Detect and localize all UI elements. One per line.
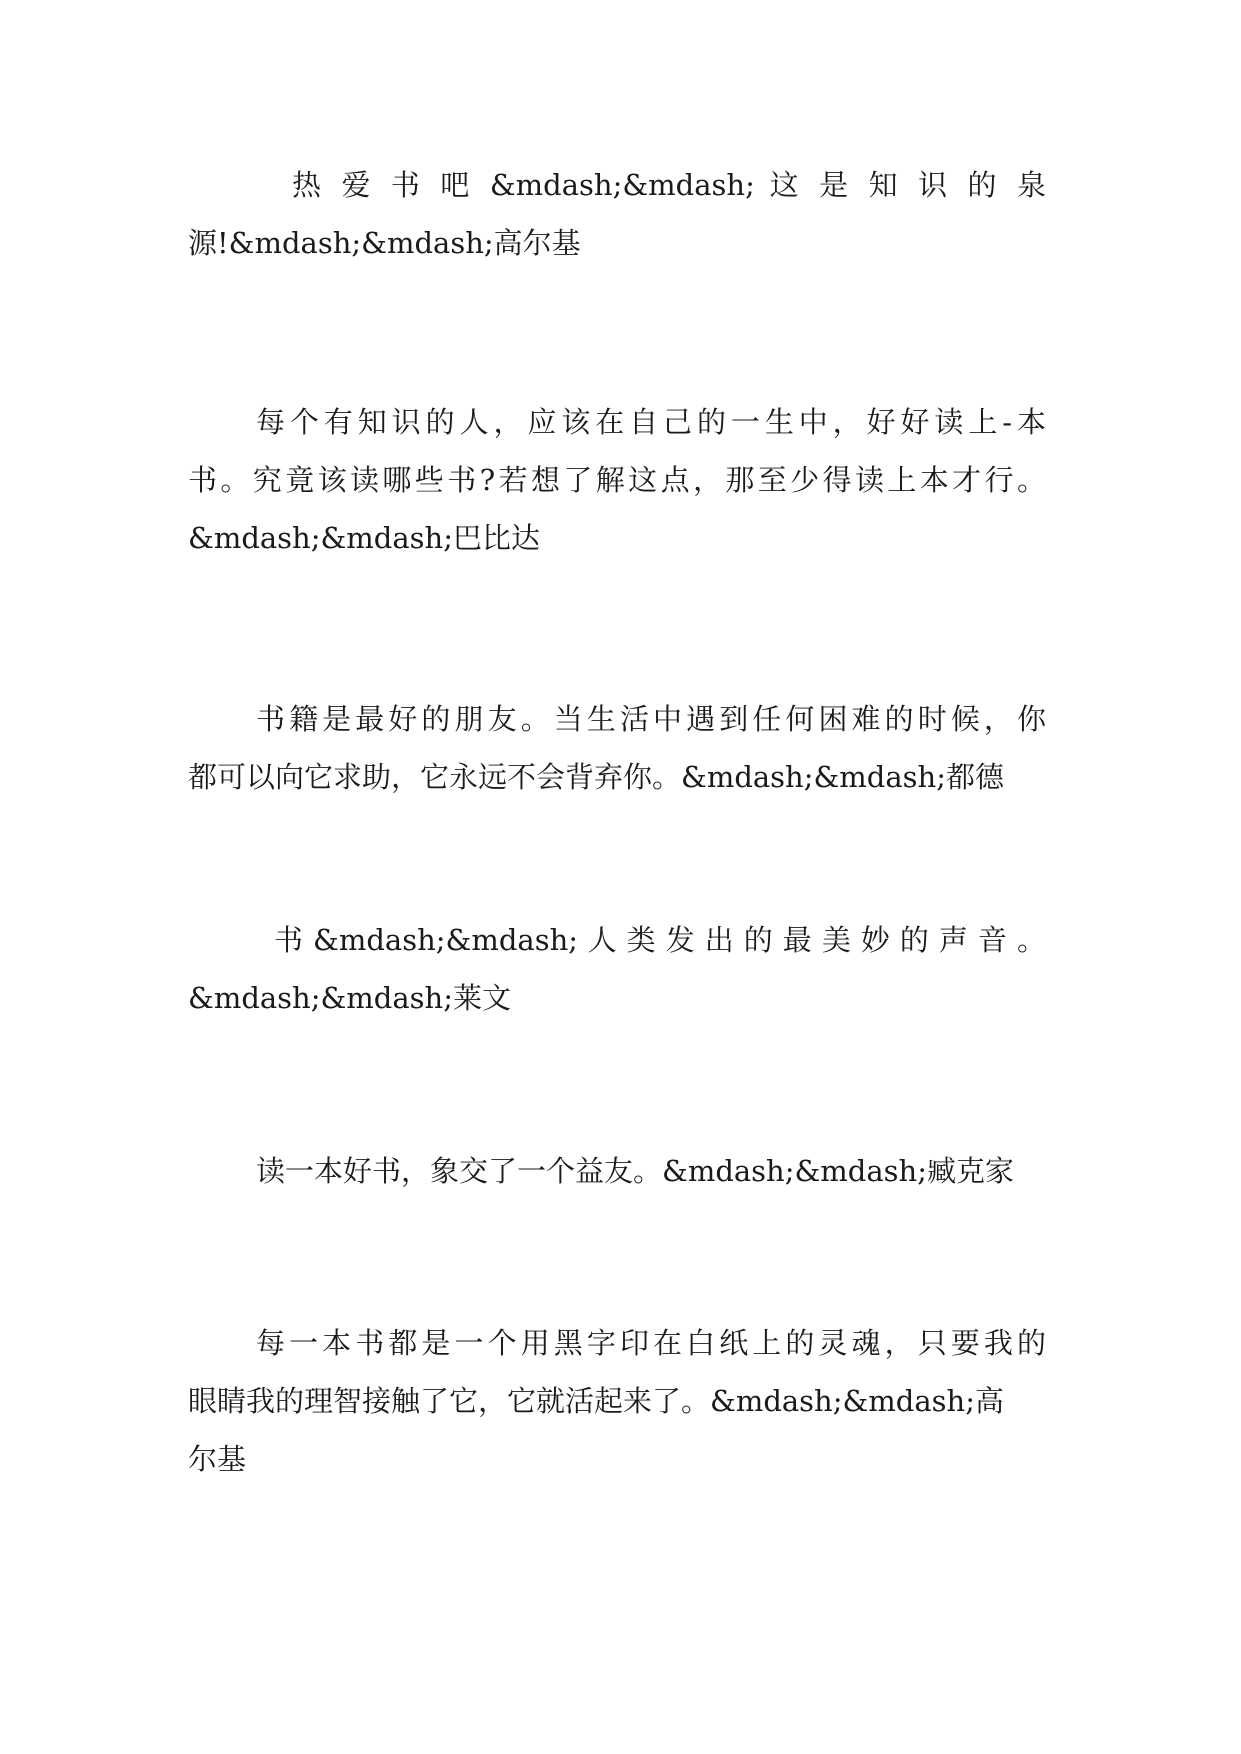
paragraph-3-line-2: 都可以向它求助，它永远不会背弃你。&mdash;&mdash;都德 (188, 760, 1004, 794)
paragraph-4-line-1: 书 &mdash;&mdash; 人 类 发 出 的 最 美 妙 的 声 音 。 (274, 923, 1046, 957)
paragraph-3-line-1: 书籍是最好的朋友。当生活中遇到任何困难的时候，你 (256, 702, 1046, 736)
paragraph-6-line-1: 每一本书都是一个用黑字印在白纸上的灵魂，只要我的 (256, 1326, 1046, 1360)
paragraph-4-line-2: &mdash;&mdash;莱文 (188, 981, 511, 1015)
paragraph-6-line-2: 眼睛我的理智接触了它，它就活起来了。&mdash;&mdash;高 (188, 1384, 1004, 1418)
paragraph-2-line-2: 书。究竟该读哪些书?若想了解这点，那至少得读上本才行。 (188, 463, 1046, 497)
paragraph-1-line-1: 热 爱 书 吧 &mdash;&mdash; 这 是 知 识 的 泉 (292, 168, 1046, 202)
paragraph-2-line-1: 每个有知识的人，应该在自己的一生中，好好读上-本 (256, 405, 1046, 439)
paragraph-1-line-2: 源!&mdash;&mdash;高尔基 (188, 226, 581, 260)
paragraph-6-line-3: 尔基 (188, 1442, 247, 1476)
paragraph-5-line-1: 读一本好书，象交了一个益友。&mdash;&mdash;臧克家 (256, 1154, 1014, 1188)
paragraph-2-line-3: &mdash;&mdash;巴比达 (188, 521, 540, 555)
